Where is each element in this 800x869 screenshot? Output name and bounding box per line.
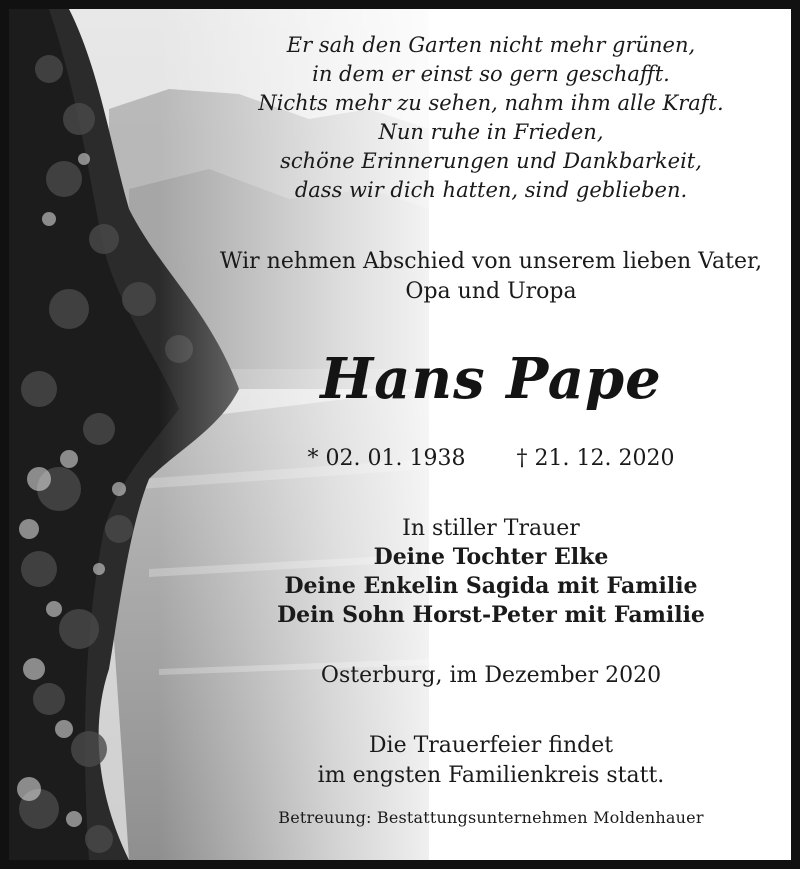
life-dates (211, 444, 771, 474)
mourner-name: Dein Sohn Horst-Peter mit Familie (277, 602, 705, 628)
funeral-notice (211, 731, 771, 791)
poem-line: Er sah den Garten nicht mehr grünen, (286, 33, 696, 57)
mourner-name: Deine Tochter Elke (373, 544, 609, 570)
intro-line: Opa und Uropa (405, 279, 577, 304)
farewell-intro (211, 247, 771, 307)
poem-line: dass wir dich hatten, sind geblieben. (294, 178, 688, 202)
notice-line: im engsten Familienkreis statt. (317, 763, 665, 788)
death-date: † 21. 12. 2020 (516, 446, 675, 471)
poem-line: Nichts mehr zu sehen, nahm ihm alle Kraft. (258, 91, 724, 115)
mourners-block (211, 514, 771, 630)
mourning-lead: In stiller Trauer (402, 516, 580, 541)
poem-line: in dem er einst so gern geschafft. (312, 62, 670, 86)
notice-line: Die Trauerfeier findet (368, 733, 614, 758)
memorial-poem (211, 31, 771, 205)
birth-date: * 02. 01. 1938 (307, 446, 466, 471)
place-date: Osterburg, im Dezember 2020 (320, 663, 662, 688)
poem-line: Nun ruhe in Frieden, (378, 120, 604, 144)
deceased-name: Hans Pape (320, 346, 662, 412)
intro-line: Wir nehmen Abschied von unserem lieben Vater, (219, 249, 763, 274)
obituary-content (9, 9, 791, 860)
poem-line: schöne Erinnerungen und Dankbarkeit, (280, 149, 702, 173)
mourner-name: Deine Enkelin Sagida mit Familie (284, 573, 698, 599)
undertaker-credit: Betreuung: Bestattungsunternehmen Moldenhauer (278, 808, 704, 827)
